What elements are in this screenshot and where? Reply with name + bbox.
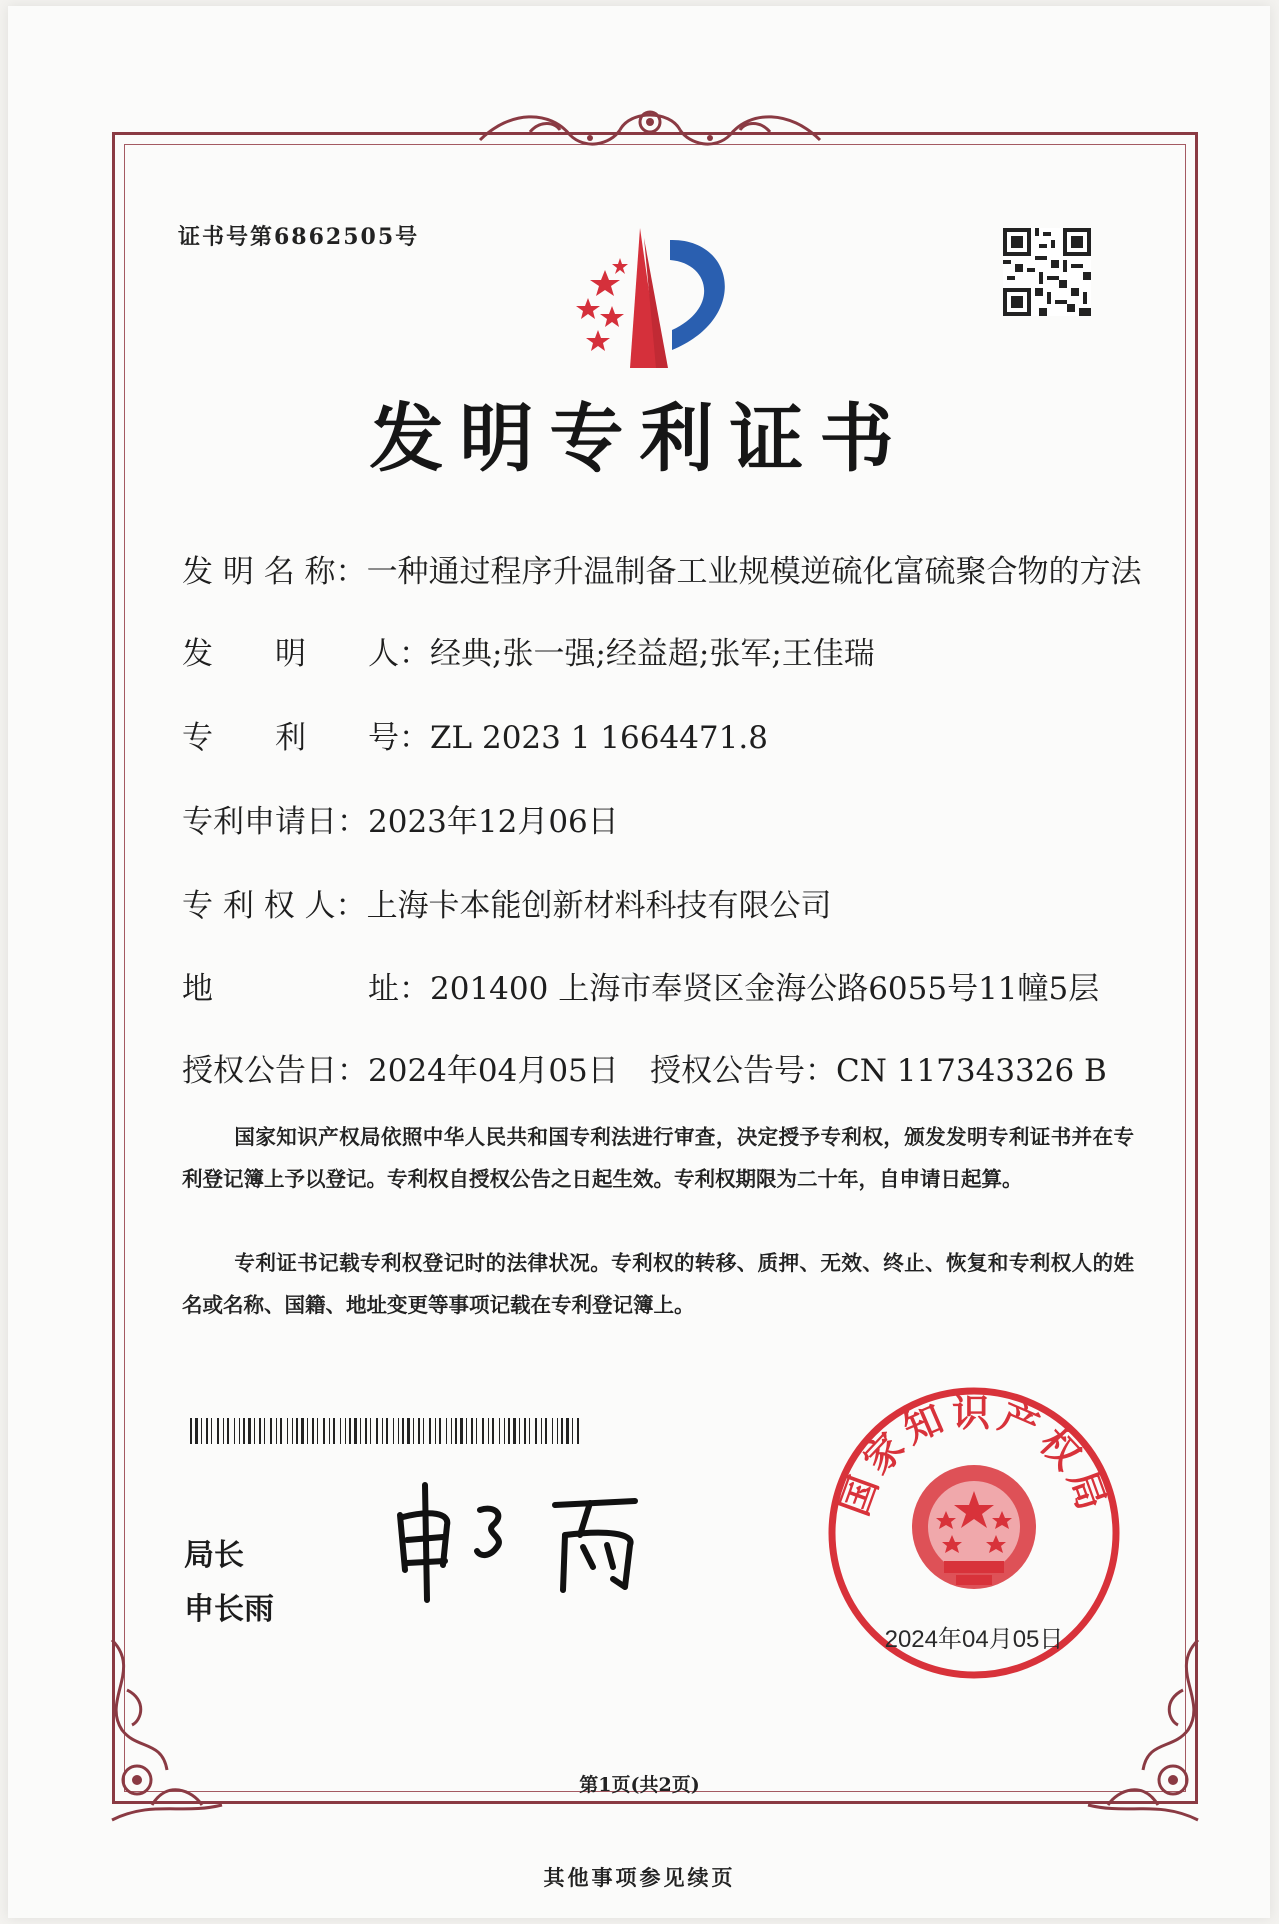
seal-org-text: 国家知识产权局	[832, 1391, 1116, 1522]
grant-number-label: 授权公告号：	[650, 1053, 836, 1089]
application-date-label: 专利申请日：	[182, 804, 368, 840]
patent-number-row	[182, 712, 768, 757]
application-date-row	[182, 796, 619, 841]
patent-number-label: 专 利 号：	[182, 720, 430, 756]
patentee-label: 专 利 权 人：	[182, 888, 367, 924]
patent-number-value: ZL 2023 1 1664471.8	[430, 720, 768, 756]
patentee-row	[182, 880, 832, 925]
inventors-label: 发 明 人：	[182, 636, 430, 672]
director-title: 局长	[184, 1538, 244, 1573]
inventors-row	[182, 628, 875, 673]
invention-name-value: 一种通过程序升温制备工业规模逆硫化富硫聚合物的方法	[366, 554, 1142, 590]
continued-note: 其他事项参见续页	[543, 1865, 736, 1890]
legal-paragraph-1-text: 国家知识产权局依照中华人民共和国专利法进行审查，决定授予专利权，颁发发明专利证书并在专利登记簿上予以登记。专利权自授权公告之日起生效。专利权期限为二十年，自申请日起算。	[182, 1125, 1134, 1191]
legal-paragraph-2-text: 专利证书记载专利权登记时的法律状况。专利权的转移、质押、无效、终止、恢复和专利权人的姓名或名称、国籍、地址变更等事项记载在专利登记簿上。	[182, 1251, 1134, 1317]
legal-paragraph-2	[182, 1242, 1134, 1326]
address-label: 地 址：	[182, 971, 430, 1007]
official-seal	[826, 1385, 1122, 1681]
grant-date-value: 2024年04月05日	[368, 1053, 619, 1089]
invention-name-row	[182, 546, 1142, 591]
grant-date-row	[182, 1045, 619, 1090]
page-title: 发明专利证书	[369, 396, 910, 482]
national-emblem-icon	[912, 1465, 1036, 1589]
grant-number-value: CN 117343326 B	[836, 1053, 1107, 1089]
bottom-left-ornament	[92, 1630, 242, 1830]
address-row	[182, 963, 1099, 1008]
director-name: 申长雨	[184, 1592, 274, 1627]
inventors-value: 经典;张一强;经益超;张军;王佳瑞	[430, 636, 875, 672]
barcode-icon	[190, 1418, 580, 1444]
certificate-number: 证书号第6862505号	[178, 224, 420, 250]
grant-date-label: 授权公告日：	[182, 1053, 368, 1089]
qr-code-icon	[1003, 228, 1091, 316]
grant-number-row	[650, 1045, 1107, 1090]
application-date-value: 2023年12月06日	[368, 804, 619, 840]
patentee-value: 上海卡本能创新材料科技有限公司	[366, 888, 832, 924]
address-value: 201400 上海市奉贤区金海公路6055号11幢5层	[430, 971, 1100, 1007]
page-number: 第1页(共2页)	[579, 1774, 700, 1796]
invention-name-label: 发 明 名 称：	[182, 554, 367, 590]
director-signature	[385, 1475, 685, 1605]
cnipa-logo-icon	[560, 218, 750, 378]
seal-date: 2024年04月05日	[884, 1626, 1064, 1653]
top-ornament	[470, 100, 830, 160]
legal-paragraph-1	[182, 1116, 1134, 1200]
